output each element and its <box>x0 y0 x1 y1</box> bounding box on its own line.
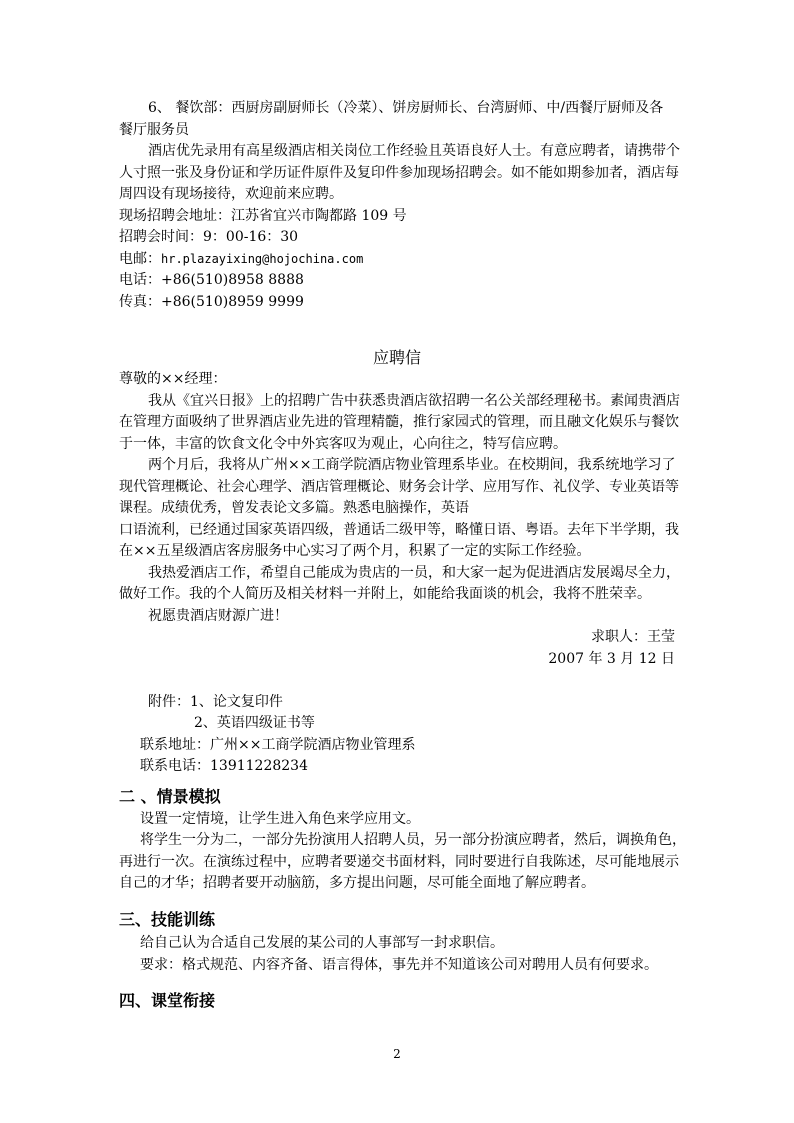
letter-paragraph: 口语流利，已经通过国家英语四级，普通话二级甲等，略懂日语、粤语。去年下半学期，我 <box>119 522 679 538</box>
email-line <box>119 249 363 271</box>
letter-paragraph: 我从《宜兴日报》上的招聘广告中获悉贵酒店欲招聘一名公关部经理秘书。素闻贵酒店 <box>148 393 680 409</box>
letter-paragraph: 两个月后，我将从广州××工商学院酒店物业管理系毕业。在校期间，我系统地学习了 <box>148 457 676 473</box>
notice-line: 人寸照一张及身份证和学历证件原件及复印件参加现场招聘会。如不能如期参加者，酒店每 <box>119 165 679 181</box>
section-heading: 三、技能训练 <box>119 910 216 929</box>
section-text: 给自己认为合适自己发展的某公司的人事部写一封求职信。 <box>140 935 504 951</box>
dept-line: 6、 餐饮部：西厨房副厨师长（冷菜）、饼房厨师长、台湾厨师、中/西餐厅厨师及各 <box>148 100 664 116</box>
section-text: 自己的才华；招聘者要开动脑筋，多方提出问题，尽可能全面地了解应聘者。 <box>119 875 595 891</box>
dept-line-cont: 餐厅服务员 <box>119 122 189 138</box>
section-heading: 二 、情景模拟 <box>119 787 221 806</box>
letter-paragraph: 在××五星级酒店客房服务中心实习了两个月，积累了一定的实际工作经验。 <box>119 543 591 559</box>
letter-date: 2007 年 3 月 12 日 <box>548 651 675 667</box>
phone-line: 电话：+86(510)8958 8888 <box>119 272 304 288</box>
section-heading: 四、课堂衔接 <box>119 991 216 1010</box>
letter-paragraph: 课程。成绩优秀，曾发表论文多篇。熟悉电脑操作，英语 <box>119 500 469 516</box>
section-text: 设置一定情境，让学生进入角色来学应用文。 <box>140 811 420 827</box>
fax-line: 传真：+86(510)8959 9999 <box>119 294 304 310</box>
fair-time: 招聘会时间：9：00-16：30 <box>119 229 299 245</box>
email-label: 电邮： <box>119 251 161 267</box>
attachment-2: 2、英语四级证书等 <box>194 715 315 731</box>
letter-paragraph: 做好工作。我的个人简历及相关材料一并附上，如能给我面谈的机会，我将不胜荣幸。 <box>119 586 651 602</box>
salutation: 尊敬的××经理： <box>119 371 227 387</box>
page-number: 2 <box>393 1047 401 1061</box>
notice-line: 酒店优先录用有高星级酒店相关岗位工作经验且英语良好人士。有意应聘者，请携带个 <box>148 143 680 159</box>
letter-paragraph: 我热爱酒店工作，希望自己能成为贵店的一员，和大家一起为促进酒店发展竭尽全力， <box>148 565 680 581</box>
closing-wish: 祝愿贵酒店财源广进！ <box>148 608 288 624</box>
attachment-1: 附件：1、论文复印件 <box>148 694 283 710</box>
venue-address: 现场招聘会地址：江苏省宜兴市陶都路 109 号 <box>119 208 407 224</box>
email-address: hr.plazayixing@hojochina.com <box>161 252 364 266</box>
letter-paragraph: 于一体，丰富的饮食文化令中外宾客叹为观止，心向往之，特写信应聘。 <box>119 436 567 452</box>
section-text: 将学生一分为二，一部分先扮演用人招聘人员，另一部分扮演应聘者，然后，调换角色， <box>140 832 686 848</box>
letter-paragraph: 在管理方面吸纳了世界酒店业先进的管理精髓，推行家园式的管理，而且融文化娱乐与餐饮 <box>119 414 679 430</box>
signer: 求职人：王莹 <box>591 629 675 645</box>
contact-address: 联系地址：广州××工商学院酒店物业管理系 <box>140 737 416 753</box>
section-text: 再进行一次。在演练过程中，应聘者要递交书面材料，同时要进行自我陈述，尽可能地展示 <box>119 854 679 870</box>
contact-phone: 联系电话：13911228234 <box>140 758 308 774</box>
letter-paragraph: 现代管理概论、社会心理学、酒店管理概论、财务会计学、应用写作、礼仪学、专业英语等 <box>119 479 679 495</box>
letter-title: 应聘信 <box>372 348 421 367</box>
section-text: 要求：格式规范、内容齐备、语言得体，事先并不知道该公司对聘用人员有何要求。 <box>140 957 658 973</box>
notice-line: 周四设有现场接待，欢迎前来应聘。 <box>119 186 343 202</box>
